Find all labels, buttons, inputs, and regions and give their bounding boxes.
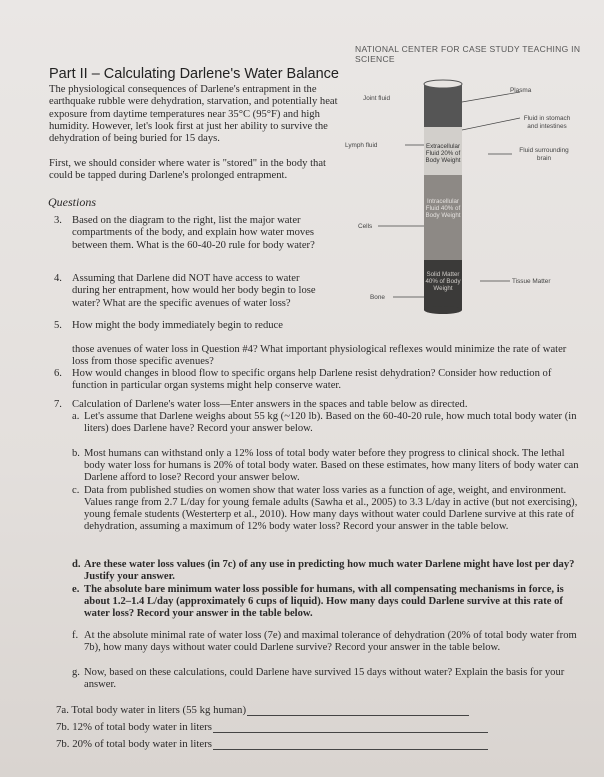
bone-label: Bone	[370, 294, 385, 301]
subquestion-text: The absolute bare minimum water loss possible for humans, with all compensating mechanisms in force, is about 1.2–1.4 L/day (approximately 6 cups of liquid). How many days could Darlene survive at this rate of water loss? Record your answer in the table below.	[84, 584, 564, 620]
stomach-arrow	[462, 118, 520, 130]
cylinder-bottom	[424, 306, 462, 314]
lymph-fluid-label: Lymph fluid	[345, 142, 378, 149]
question-number: 5.	[54, 320, 62, 331]
joint-fluid-label: Joint fluid	[363, 95, 390, 102]
cylinder-top	[424, 80, 462, 88]
question-5	[54, 320, 322, 332]
subquestion-f	[72, 630, 584, 654]
question-number: 6.	[54, 368, 62, 379]
subquestion-text: Let's assume that Darlene weighs about 55 kg (~120 lb). Based on the 60-40-20 rule, how much total body water (in liters) does Darlene have? Record your answer below.	[84, 411, 577, 435]
subquestion-g	[72, 667, 584, 691]
subquestion-letter: c.	[72, 485, 80, 496]
question-text: Assuming that Darlene did NOT have access to water during her entrapment, how would her body begin to lose water? What are the specific avenues of water loss?	[72, 273, 316, 309]
question-number: 4.	[54, 273, 62, 284]
answer-7b-12-row	[56, 721, 488, 733]
part-title: Part II – Calculating Darlene's Water Balance	[49, 66, 339, 82]
question-text: How would changes in blood flow to specific organs help Darlene resist dehydration? Consider how reduction of function in particular organ systems might help conserve water.	[72, 368, 552, 392]
answer-7b-12-line[interactable]	[213, 722, 488, 733]
question-number: 3.	[54, 215, 62, 226]
subquestion-text: Data from published studies on women show that water loss varies as a function of age, weight, and environment. Values range from 2.7 L/day for young female adults (Sawha et al., 2005) to 3.3 L/day in active (but not exercising), young female students (Westerterp et al., 2010). How many days without water could Darlene survive at this rate of dehydration, assuming a maximum of 12% body water loss? Record your answer in the table below.	[84, 485, 578, 533]
stomach-fluid-label: Fluid in stomach and intestines	[523, 115, 571, 130]
brain-fluid-label: Fluid surrounding brain	[519, 147, 569, 162]
question-number: 7.	[54, 399, 62, 410]
cells-label: Cells	[358, 223, 373, 230]
subquestion-a	[72, 411, 584, 435]
intro-paragraph: The physiological consequences of Darlene's entrapment in the earthquake rubble were dehydration, starvation, and potentially heat exposure from daytime temperatures near 35°C (95°F) and high humidity. However, let's look first at just her ability to survive the dehydration of being buried for 15 days.	[49, 84, 338, 145]
tissue-matter-label: Tissue Matter	[512, 278, 551, 285]
intro-paragraph-2: First, we should consider where water is "stored" in the body that could be tapped during Darlene's prolonged entrapment.	[49, 158, 326, 182]
subquestion-letter: d.	[72, 559, 81, 570]
question-text: How might the body immediately begin to reduce	[72, 320, 283, 331]
subquestion-letter: e.	[72, 584, 80, 595]
subquestion-c	[72, 485, 584, 533]
question-text: Calculation of Darlene's water loss—Enter answers in the spaces and table below as directed.	[72, 399, 468, 410]
subquestion-text: Most humans can withstand only a 12% loss of total body water before they progress to clinical shock. The lethal body water loss for humans is 20% of total body water. Based on these estimates, how many liters of body water can Darlene afford to lose? Record your answer below.	[84, 448, 579, 484]
question-4	[54, 273, 322, 310]
solid-matter-label: Solid Matter 40% of Body Weight	[425, 271, 461, 293]
answer-7a-label: 7a. Total body water in liters (55 kg human)	[56, 704, 247, 716]
question-7	[54, 399, 587, 411]
subquestion-d	[72, 559, 584, 583]
subquestion-b	[72, 448, 584, 484]
answer-7b-12-label: 7b. 12% of total body water in liters	[56, 721, 212, 733]
question-text: Based on the diagram to the right, list the major water compartments of the body, and explain how water moves between them. What is the 60-40-20 rule for body water?	[72, 215, 315, 251]
subquestion-e	[72, 584, 584, 620]
question-3	[54, 215, 322, 252]
subquestion-text: Are these water loss values (in 7c) of any use in predicting how much water Darlene might have lost per day? Justify your answer.	[84, 559, 575, 583]
intracellular-label: Intracellular Fluid 40% of Body Weight	[425, 198, 461, 220]
answer-7a-line[interactable]	[247, 705, 469, 716]
question-5-continued: those avenues of water loss in Question #4? What important physiological reflexes would minimize the rate of water loss from those specific avenues?	[72, 344, 567, 368]
subquestion-letter: g.	[72, 667, 80, 678]
plasma-label: Plasma	[510, 87, 532, 94]
subquestion-letter: a.	[72, 411, 80, 422]
questions-heading: Questions	[48, 195, 96, 209]
publisher-header: NATIONAL CENTER FOR CASE STUDY TEACHING IN SCIENCE	[355, 44, 581, 64]
answer-7b-20-row	[56, 738, 488, 750]
answer-7b-20-label: 7b. 20% of total body water in liters	[56, 738, 212, 750]
subquestion-text: At the absolute minimal rate of water loss (7e) and maximal tolerance of dehydration (20% of total body water from 7b), how many days without water could Darlene survive? Record your answer in the table below.	[84, 630, 577, 654]
extracellular-label: Extracellular Fluid 20% of Body Weight	[425, 143, 461, 165]
subquestion-letter: b.	[72, 448, 80, 459]
subquestion-text: Now, based on these calculations, could Darlene have survived 15 days without water? Explain the basis for your answer.	[84, 667, 565, 691]
answer-7a-row	[56, 704, 469, 716]
question-6	[54, 368, 587, 393]
subquestion-letter: f.	[72, 630, 79, 641]
answer-7b-20-line[interactable]	[213, 739, 488, 750]
